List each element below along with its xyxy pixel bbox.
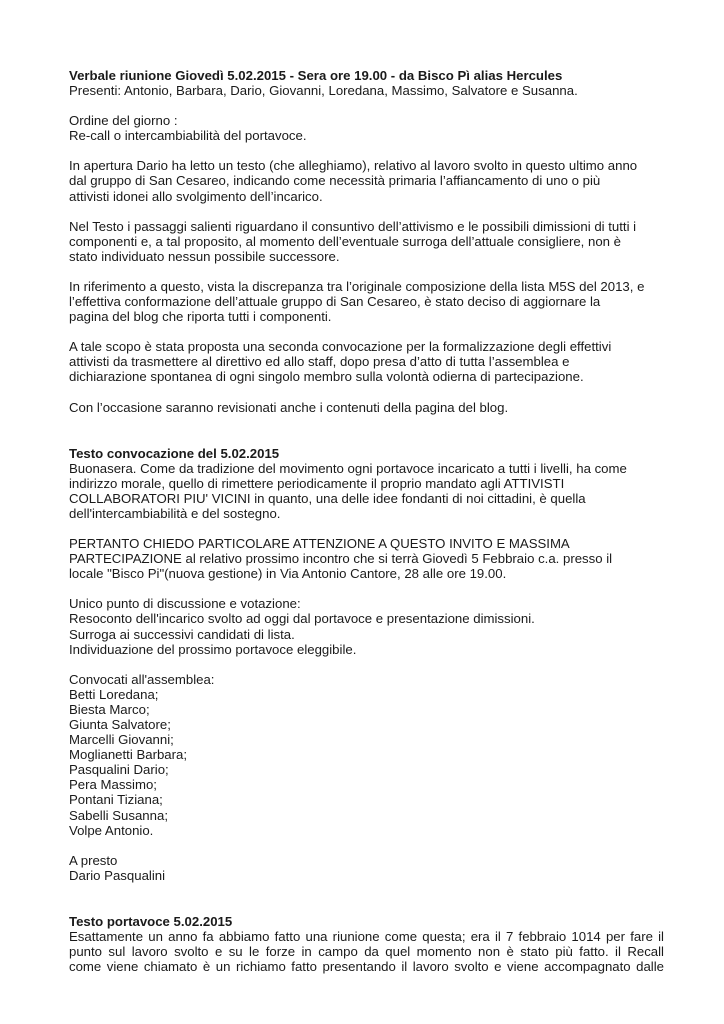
text-line: Surroga ai successivi candidati di lista. [69, 626, 295, 642]
text-line: In riferimento a questo, vista la discrepanza tra l’originale composizione della lista M5S del 2013, e [69, 278, 645, 294]
convocation-paragraph-1 [69, 461, 664, 521]
text-line: PERTANTO CHIEDO PARTICOLARE ATTENZIONE A QUESTO INVITO E MASSIMA [69, 536, 570, 552]
text-line: Nel Testo i passaggi salienti riguardano il consuntivo dell’attivismo e le possibili dimissioni di tutti i [69, 218, 637, 234]
document-title: Verbale riunione Giovedì 5.02.2015 - Sera ore 19.00 - da Bisco Pì alias Hercules [69, 68, 563, 83]
text-line: dell'intercambiabilità e del sostegno. [69, 505, 281, 521]
attendees-present: Presenti: Antonio, Barbara, Dario, Giovanni, Loredana, Massimo, Salvatore e Susanna. [69, 83, 578, 99]
text-line: locale "Bisco Pi"(nuova gestione) in Via Antonio Cantore, 28 alle ore 19.00. [69, 566, 507, 582]
text-line: componenti e, a tal proposito, al momento dell’eventuale surroga dell’attuale consigliere, non è [69, 233, 622, 249]
text-line: pagina del blog che riporta tutti i componenti. [69, 309, 332, 325]
list-item: Betti Loredana; [69, 686, 159, 702]
list-item: Pera Massimo; [69, 777, 157, 793]
spokesperson-text [69, 929, 664, 974]
text-line: In apertura Dario ha letto un testo (che alleghiamo), relativo al lavoro svolto in questo ultimo anno [69, 158, 638, 174]
minutes-paragraph-4 [69, 339, 664, 384]
text-line: punto sul lavoro svolto e su le forze in campo da quel momento non è stato più fatto. il Recall [69, 944, 664, 960]
signature: Dario Pasqualini [69, 867, 166, 883]
text-line: l’effettiva conformazione dell’attuale gruppo di San Cesareo, è stato deciso di aggiornare la [69, 294, 601, 310]
convocation-paragraph-2 [69, 536, 664, 581]
list-item: Pontani Tiziana; [69, 792, 163, 808]
text-line: COLLABORATORI PIU' VICINI in quanto, una delle idee fondanti di noi cittadini, è quella [69, 490, 586, 506]
attendee-list [69, 687, 664, 838]
minutes-paragraph-1 [69, 158, 664, 203]
convocation-agenda [69, 596, 664, 656]
minutes-paragraph-2 [69, 219, 664, 264]
minutes-paragraph-3 [69, 279, 664, 324]
list-item: Biesta Marco; [69, 701, 150, 717]
text-line: dal gruppo di San Cesareo, indicando come necessità primaria l’affiancamento di uno o più [69, 173, 601, 189]
text-line: attivisti da trasmettere al direttivo ed allo staff, dopo presa d’atto di tutta l’assemblea e [69, 354, 570, 370]
list-item: Volpe Antonio. [69, 822, 154, 838]
list-item: Sabelli Susanna; [69, 807, 168, 823]
text-line: A tale scopo è stata proposta una seconda convocazione per la formalizzazione degli effettivi [69, 339, 612, 355]
minutes-paragraph-5: Con l’occasione saranno revisionati anche i contenuti della pagina del blog. [69, 399, 509, 415]
text-line: Esattamente un anno fa abbiamo fatto una riunione come questa; era il 7 febbraio 1014 per fare il [69, 929, 664, 945]
text-line: Individuazione del prossimo portavoce eleggibile. [69, 641, 357, 657]
agenda-item: Re-call o intercambiabilità del portavoce. [69, 128, 307, 144]
text-line: PARTECIPAZIONE al relativo prossimo incontro che si terrà Giovedì 5 Febbraio c.a. presso il [69, 551, 613, 567]
list-item: Giunta Salvatore; [69, 717, 171, 732]
text-line: Resoconto dell'incarico svolto ad oggi dal portavoce e presentazione dimissioni. [69, 611, 535, 627]
spokesperson-heading: Testo portavoce 5.02.2015 [69, 913, 233, 929]
list-item: Marcelli Giovanni; [69, 732, 174, 748]
text-line: Unico punto di discussione e votazione: [69, 596, 301, 612]
convocation-heading: Testo convocazione del 5.02.2015 [69, 445, 280, 461]
list-item: Moglianetti Barbara; [69, 747, 188, 763]
text-line: indirizzo morale, quello di rimettere periodicamente il proprio mandato agli ATTIVISTI [69, 475, 565, 491]
text-line: come viene chiamato è un richiamo fatto presentando il lavoro svolto e viene accompagnato dalle [69, 959, 664, 975]
text-line: Buonasera. Come da tradizione del movimento ogni portavoce incaricato a tutti i livelli, ha come [69, 460, 627, 476]
closing-line: A presto [69, 852, 118, 868]
attendees-heading: Convocati all'assemblea: [69, 671, 215, 687]
list-item: Pasqualini Dario; [69, 762, 169, 778]
text-line: attivisti idonei allo svolgimento dell’incarico. [69, 188, 323, 204]
agenda-heading: Ordine del giorno : [69, 113, 178, 129]
text-line: dichiarazione spontanea di ogni singolo membro sulla volontà odierna di partecipazione. [69, 369, 584, 385]
text-line: stato individuato nessun possibile successore. [69, 248, 340, 264]
